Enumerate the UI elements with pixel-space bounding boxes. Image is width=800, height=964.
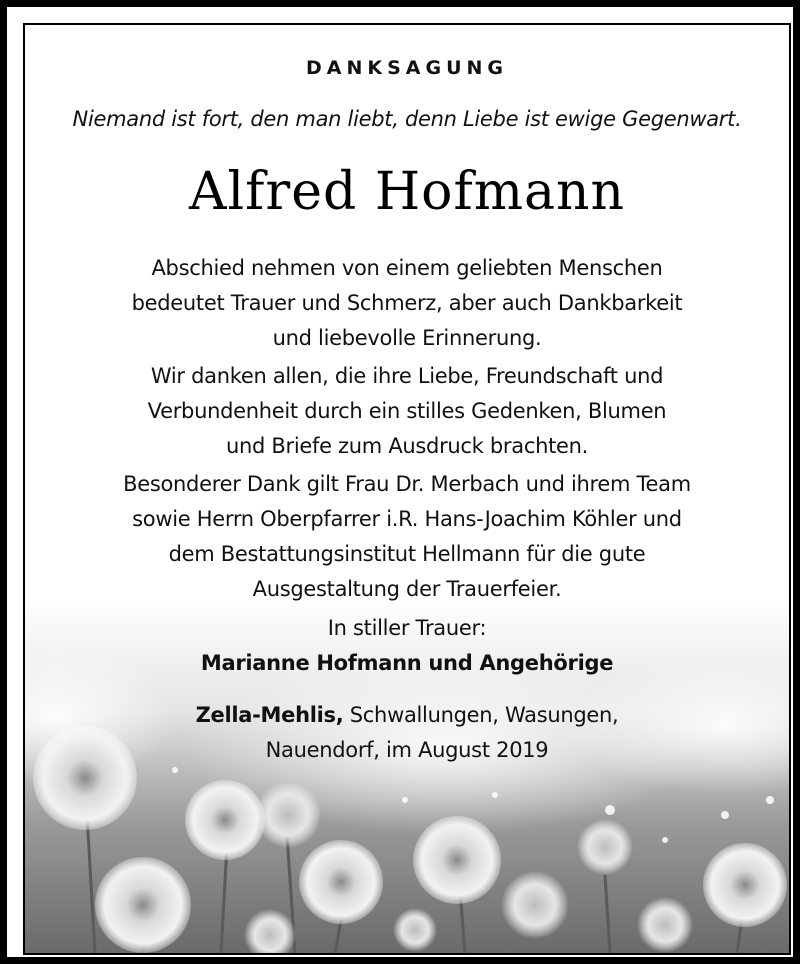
text-line: Verbundenheit durch ein stilles Gedenken, Blumen: [147, 399, 667, 423]
mourning-label: In stiller Trauer:: [327, 616, 487, 640]
paragraph-farewell: [25, 251, 789, 356]
motto-quote: Niemand ist fort, den man liebt, denn Liebe ist ewige Gegenwart.: [72, 107, 742, 131]
location-rest: Schwallungen, Wasungen,: [343, 703, 619, 727]
text-line: Besonderer Dank gilt Frau Dr. Merbach und ihrem Team: [123, 472, 691, 496]
notice-heading: DANKSAGUNG: [305, 57, 508, 79]
text-line: sowie Herrn Oberpfarrer i.R. Hans-Joachim Köhler und: [132, 507, 682, 531]
text-line: bedeutet Trauer und Schmerz, aber auch Dankbarkeit: [131, 291, 683, 315]
location-line-1: [25, 698, 789, 733]
deceased-name: Alfred Hofmann: [188, 162, 626, 222]
paragraph-thanks: [25, 359, 789, 464]
text-line: und liebevolle Erinnerung.: [272, 326, 542, 350]
mourning-block: [25, 611, 789, 681]
location-line-2: Nauendorf, im August 2019: [265, 738, 549, 762]
location-bold: Zella-Mehlis,: [195, 703, 344, 727]
text-line: Abschied nehmen von einem geliebten Menschen: [151, 256, 663, 280]
notice-panel: [23, 23, 791, 955]
text-line: Ausgestaltung der Trauerfeier.: [252, 577, 562, 601]
mourners-name: Marianne Hofmann und Angehörige: [200, 651, 614, 675]
text-line: dem Bestattungsinstitut Hellmann für die gute: [168, 542, 646, 566]
location-block: [25, 698, 789, 768]
text-line: und Briefe zum Ausdruck brachten.: [225, 434, 589, 458]
text-line: Wir danken allen, die ihre Liebe, Freundschaft und: [150, 364, 664, 388]
paragraph-special-thanks: [25, 467, 789, 607]
